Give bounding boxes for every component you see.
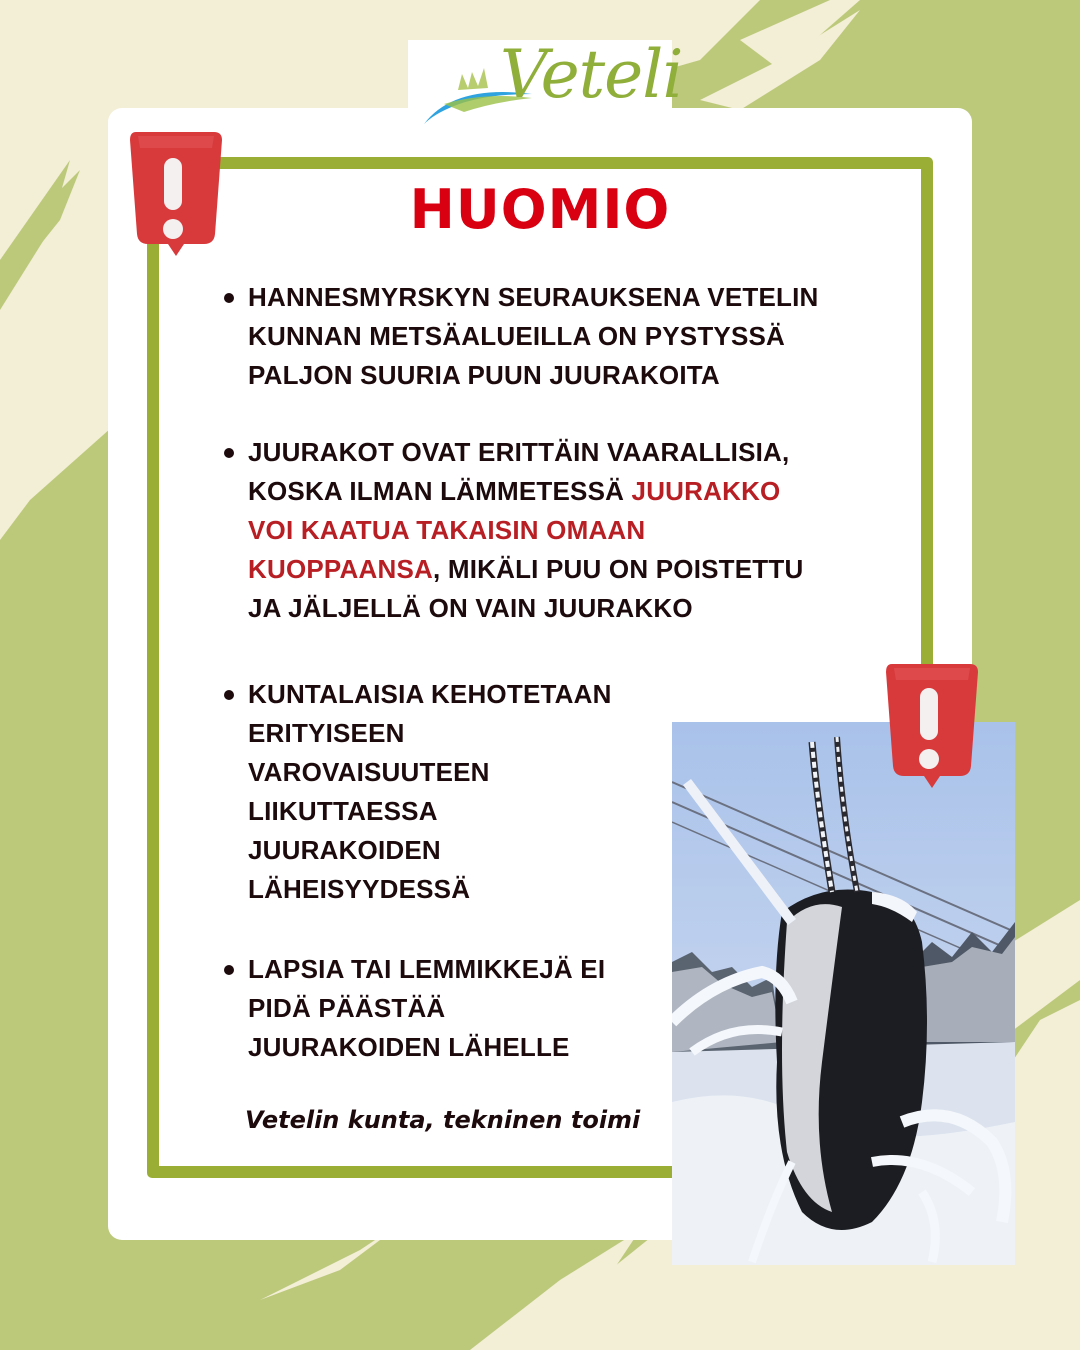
bullet-line [248,870,612,909]
bullet-text: VAROVAISUUTEEN [248,757,490,787]
bullet-text: KOSKA ILMAN LÄMMETESSÄ [248,476,632,506]
bullet-line [248,550,803,589]
bullet-text: LÄHEISYYDESSÄ [248,874,471,904]
bullet-line [248,278,818,317]
bullet-line [248,1028,605,1067]
bullet-text: PALJON SUURIA PUUN JUURAKOITA [248,360,720,390]
bullet-dot-icon [224,965,234,975]
bullet-text: JUURAKOT OVAT ERITTÄIN VAARALLISIA, [248,437,790,467]
bullet-text: PIDÄ PÄÄSTÄÄ [248,993,446,1023]
bullet-text: JUURAKOIDEN LÄHELLE [248,1032,570,1062]
bullet-line [248,989,605,1028]
page-title: HUOMIO [409,178,671,241]
bullet-line [248,472,803,511]
bullet-text: KUNTALAISIA KEHOTETAAN [248,679,612,709]
bullet-text: ERITYISEEN [248,718,405,748]
logo-text: Veteli [500,36,683,113]
bullet-line [248,831,612,870]
bullet-line [248,317,818,356]
signature: Vetelin kunta, tekninen toimi [245,1106,641,1134]
bullet-line [248,753,612,792]
bullet-item-2 [222,433,803,628]
bullet-text-highlight: JUURAKKO [631,476,781,506]
bullet-text: LIIKUTTAESSA [248,796,438,826]
bullet-text: , MIKÄLI PUU ON POISTETTU [432,554,804,584]
bullet-dot-icon [224,448,234,458]
bullet-item-3 [222,675,612,909]
bullet-text: LAPSIA TAI LEMMIKKEJÄ EI [248,954,606,984]
bullet-text: HANNESMYRSKYN SEURAUKSENA VETELIN [248,282,819,312]
bullet-dot-icon [224,293,234,303]
bullet-text: JA JÄLJELLÄ ON VAIN JUURAKKO [248,593,693,623]
bullet-dot-icon [224,690,234,700]
bullet-line [248,589,803,628]
bullet-text: JUURAKOIDEN [248,835,441,865]
veteli-logo [408,36,683,128]
bullet-line [248,675,612,714]
bullet-text-highlight: KUOPPAANSA [248,554,433,584]
bullet-line [248,792,612,831]
alert-exclamation-icon [884,660,982,810]
bullet-line [248,714,612,753]
bullet-line [248,950,605,989]
bullet-line [248,511,803,550]
alert-exclamation-icon [128,128,226,278]
bullet-text-highlight: VOI KAATUA TAKAISIN OMAAN [248,515,646,545]
bullet-item-4 [222,950,605,1067]
bullet-text: KUNNAN METSÄALUEILLA ON PYSTYSSÄ [248,321,786,351]
bullet-line [248,433,803,472]
bullet-line [248,356,818,395]
bullet-item-1 [222,278,818,395]
